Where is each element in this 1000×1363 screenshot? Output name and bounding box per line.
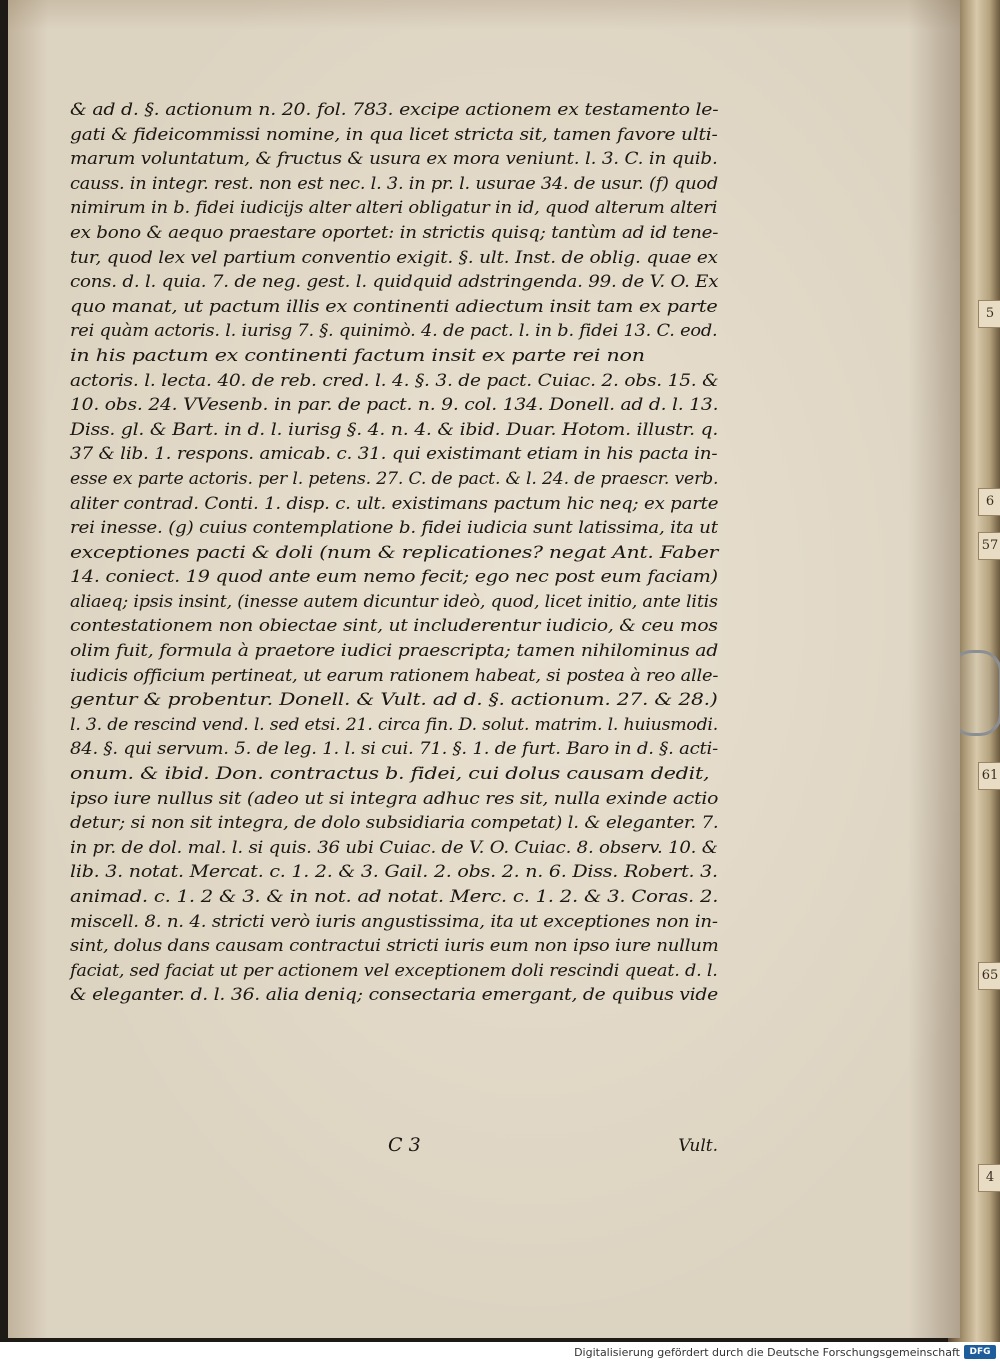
text-line: miscell. 8. n. 4. stricti verò iuris angustissima, ita ut exceptiones non in- bbox=[70, 911, 718, 931]
text-line: actoris. l. lecta. 40. de reb. cred. l. 4. §. 3. de pact. Cuiac. 2. obs. 15. & bbox=[70, 370, 719, 390]
text-line: rei inesse. (g) cuius contemplatione b. fidei iudicia sunt latissima, ita ut bbox=[70, 518, 718, 538]
text-line: gati & fideicommissi nomine, in qua licet stricta sit, tamen favore ulti- bbox=[70, 124, 718, 144]
text-line: lib. 3. notat. Mercat. c. 1. 2. & 3. Gail. 2. obs. 2. n. 6. Diss. Robert. 3. bbox=[70, 862, 718, 882]
text-line: faciat, sed faciat ut per actionem vel exceptionem doli rescindi queat. d. l. bbox=[70, 960, 718, 980]
text-line: marum voluntatum, & fructus & usura ex mora veniunt. l. 3. C. in quib. bbox=[70, 149, 718, 169]
text-line: in his pactum ex continenti factum insit ex parte rei non bbox=[70, 345, 645, 365]
text-line: rei quàm actoris. l. iurisg 7. §. quinimò. 4. de pact. l. in b. fidei 13. C. eod. bbox=[70, 321, 718, 341]
text-line: quo manat, ut pactum illis ex continenti adiectum insit tam ex parte bbox=[70, 296, 718, 316]
edge-tab: 57 bbox=[978, 532, 1000, 560]
text-line: esse ex parte actoris. per l. petens. 27. C. de pact. & l. 24. de praescr. verb. bbox=[70, 468, 719, 488]
edge-tab: 6 bbox=[978, 488, 1000, 516]
text-line: iudicis officium pertineat, ut earum rationem habeat, si postea à reo alle- bbox=[70, 665, 719, 685]
text-line: onum. & ibid. Don. contractus b. fidei, cui dolus causam dedit, bbox=[70, 764, 710, 784]
text-line: causs. in integr. rest. non est nec. l. 3. in pr. l. usurae 34. de usur. (f) quod bbox=[70, 173, 719, 193]
text-line: aliaeq; ipsis insint, (inesse autem dicuntur ideò, quod, licet initio, ante litis bbox=[70, 591, 718, 611]
text-line: ex bono & aequo praestare oportet: in strictis quisq; tantùm ad id tene- bbox=[70, 222, 719, 242]
text-line: 14. coniect. 19 quod ante eum nemo fecit; ego nec post eum faciam) bbox=[70, 567, 718, 587]
edge-tab: 61 bbox=[978, 762, 1000, 790]
text-line: aliter contrad. Conti. 1. disp. c. ult. existimans pactum hic neq; ex parte bbox=[70, 493, 719, 513]
credit-text: Digitalisierung gefördert durch die Deutsche Forschungsgemeinschaft bbox=[574, 1346, 960, 1359]
text-line: 10. obs. 24. VVesenb. in par. de pact. n. 9. col. 134. Donell. ad d. l. 13. bbox=[70, 395, 719, 415]
text-line: olim fuit, formula à praetore iudici praescripta; tamen nihilominus ad bbox=[70, 641, 719, 661]
text-line: l. 3. de rescind vend. l. sed etsi. 21. circa fin. D. solut. matrim. l. huiusmodi. bbox=[70, 714, 719, 734]
text-line: contestationem non obiectae sint, ut includerentur iudicio, & ceu mos bbox=[70, 616, 718, 636]
text-line: & eleganter. d. l. 36. alia deniq; consectaria emergant, de quibus vide bbox=[70, 985, 719, 1005]
text-line: sint, dolus dans causam contractui stricti iuris eum non ipso iure nullum bbox=[70, 936, 719, 956]
book-page bbox=[8, 0, 960, 1338]
dfg-logo-icon: DFG bbox=[964, 1345, 996, 1359]
text-line: 84. §. qui servum. 5. de leg. 1. l. si cui. 71. §. 1. de furt. Baro in d. §. acti- bbox=[70, 739, 718, 759]
text-line: nimirum in b. fidei iudicijs alter alteri obligatur in id, quod alterum alteri bbox=[70, 198, 718, 218]
body-text bbox=[70, 98, 718, 1008]
text-line: gentur & probentur. Donell. & Vult. ad d. §. actionum. 27. & 28.) bbox=[70, 690, 718, 710]
signature-mark: C 3 bbox=[388, 1134, 421, 1156]
text-line: Diss. gl. & Bart. in d. l. iurisg §. 4. n. 4. & ibid. Duar. Hotom. illustr. q. bbox=[70, 419, 719, 439]
text-line: 37 & lib. 1. respons. amicab. c. 31. qui existimant etiam in his pacta in- bbox=[70, 444, 718, 464]
credit-bar bbox=[0, 1342, 1000, 1363]
text-line: tur, quod lex vel partium conventio exigit. §. ult. Inst. de oblig. quae ex bbox=[70, 247, 718, 267]
text-line: cons. d. l. quia. 7. de neg. gest. l. quidquid adstringenda. 99. de V. O. Ex bbox=[70, 272, 719, 292]
text-line: in pr. de dol. mal. l. si quis. 36 ubi Cuiac. de V. O. Cuiac. 8. observ. 10. & bbox=[70, 837, 718, 857]
catchword: Vult. bbox=[678, 1136, 718, 1156]
edge-tab: 4 bbox=[978, 1164, 1000, 1192]
text-line: & ad d. §. actionum n. 20. fol. 783. excipe actionem ex testamento le- bbox=[70, 100, 719, 119]
text-line: ipso iure nullus sit (adeo ut si integra adhuc res sit, nulla exinde actio bbox=[70, 788, 719, 808]
page-footer bbox=[388, 1134, 718, 1164]
text-line: exceptiones pacti & doli (num & replicationes? negat Ant. Faber bbox=[70, 542, 719, 562]
edge-tab: 65 bbox=[978, 962, 1000, 990]
text-line: animad. c. 1. 2 & 3. & in not. ad notat. Merc. c. 1. 2. & 3. Coras. 2. bbox=[70, 887, 719, 906]
edge-tab: 5 bbox=[978, 300, 1000, 328]
text-line: detur; si non sit integra, de dolo subsidiaria competat) l. & eleganter. 7. bbox=[70, 813, 719, 833]
